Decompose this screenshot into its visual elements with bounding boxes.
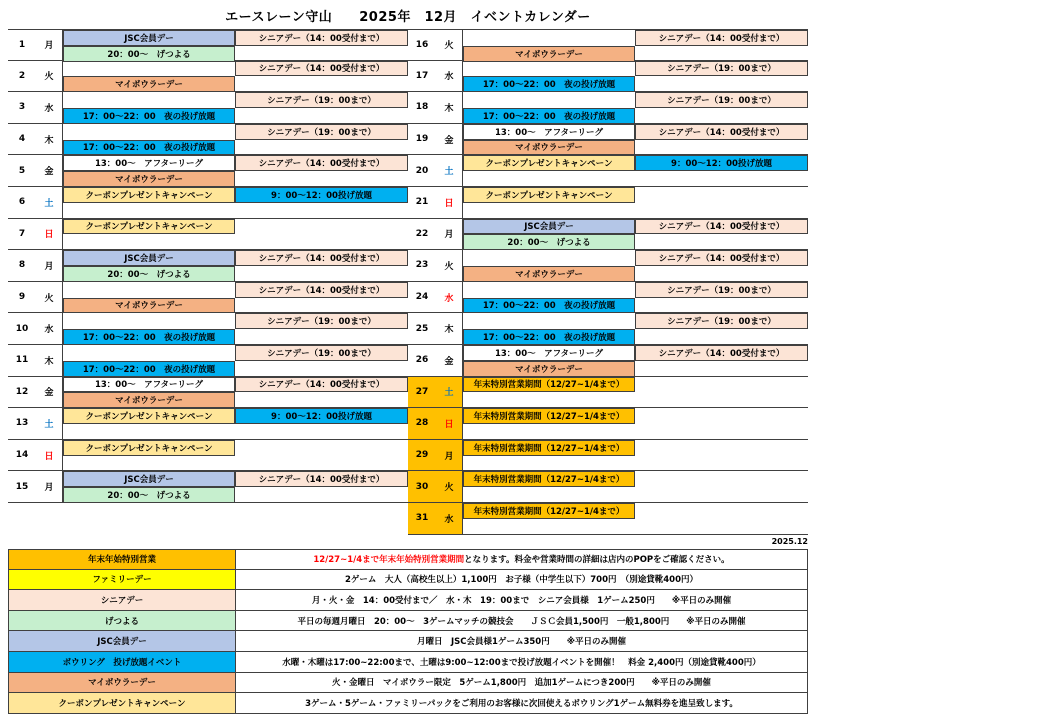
day-number: 31: [408, 503, 436, 534]
legend-description: [236, 570, 807, 590]
day-number: 14: [15, 450, 29, 461]
event-cell: 13：00～ アフターリーグ: [463, 345, 635, 361]
weekday-label: 水: [436, 61, 463, 92]
event-cell: 9：00～12：00投げ放題: [235, 408, 408, 424]
day-row: [8, 313, 408, 345]
day-row: [8, 282, 408, 314]
event-cell: 年末特別営業期間（12/27~1/4まで）: [463, 503, 635, 519]
day-number: 16: [415, 39, 429, 50]
weekday-label: 火: [436, 471, 463, 502]
day-row: [8, 440, 408, 472]
legend-row: [8, 652, 808, 673]
day-number: 9: [18, 292, 26, 303]
event-cell: クーポンプレゼントキャンペーン: [63, 187, 235, 203]
day-row: [408, 408, 808, 440]
day-number: 11: [15, 355, 29, 366]
day-number: 7: [18, 228, 26, 239]
event-cell: クーポンプレゼントキャンペーン: [463, 155, 635, 171]
event-cell: マイボウラーデー: [63, 298, 235, 314]
day-number: 23: [415, 260, 429, 271]
legend-name: ファミリーデー: [9, 570, 236, 590]
event-cell: マイボウラーデー: [63, 392, 235, 408]
weekday-label: 金: [436, 345, 463, 376]
event-cell: 20：00～ げつよる: [463, 234, 635, 250]
event-cell: JSC会員デー: [63, 471, 235, 487]
event-cell: シニアデー（19：00まで）: [235, 345, 408, 361]
day-row: [8, 61, 408, 93]
weekday-label: 水: [436, 282, 463, 313]
weekday-label: 土: [436, 377, 463, 408]
weekday-label: 月: [436, 219, 463, 250]
event-cell: マイボウラーデー: [63, 76, 235, 92]
legend-name: シニアデー: [9, 590, 236, 610]
day-number: 19: [415, 134, 429, 145]
legend-description-text: 月・火・金 14：00受付まで／ 水・木 19：00まで シニア会員様 1ゲーム250円 ※平日のみ開催: [311, 595, 732, 606]
event-cell: JSC会員デー: [63, 30, 235, 46]
event-cell: シニアデー（14：00受付まで）: [635, 345, 808, 361]
day-row: [8, 408, 408, 440]
weekday-label: 木: [36, 124, 63, 155]
event-cell: シニアデー（14：00受付まで）: [235, 250, 408, 266]
event-cell: シニアデー（19：00まで）: [235, 124, 408, 140]
day-row: [408, 187, 808, 219]
legend-name: マイボウラーデー: [9, 673, 236, 693]
legend-description-text: 月曜日 JSC会員様1ゲーム350円 ※平日のみ開催: [417, 637, 626, 648]
day-number: 12: [15, 386, 29, 397]
event-cell: 20：00～ げつよる: [63, 487, 235, 503]
event-cell: 13：00～ アフターリーグ: [463, 124, 635, 140]
day-row: [408, 155, 808, 187]
legend-description: [236, 590, 807, 610]
event-cell: 17：00～22：00 夜の投げ放題: [63, 361, 235, 377]
day-row: [8, 92, 408, 124]
day-number: 27: [408, 377, 436, 408]
event-cell: シニアデー（14：00受付まで）: [235, 155, 408, 171]
day-number: 2: [18, 70, 26, 81]
day-row: [408, 92, 808, 124]
event-cell: 17：00～22：00 夜の投げ放題: [63, 140, 235, 156]
event-cell: マイボウラーデー: [463, 46, 635, 62]
legend-description: [236, 652, 807, 672]
legend-description: [236, 693, 807, 713]
weekday-label: 水: [436, 503, 463, 534]
legend-description-text: 3ゲーム・5ゲーム・ファミリーパックをご利用のお客様に次回使えるボウリング1ゲーム無料券を進呈致します。: [305, 698, 738, 709]
legend-description-text: 水曜・木曜は17:00~22:00まで、土曜は9:00~12:00まで投げ放題イベントを開催！ 料金 2,400円（別途貸靴400円）: [282, 657, 761, 668]
day-row: [408, 440, 808, 472]
legend-description: [236, 673, 807, 693]
weekday-label: 水: [36, 92, 63, 123]
event-cell: 13：00～ アフターリーグ: [63, 377, 235, 393]
day-number: 17: [415, 70, 429, 81]
day-number: 1: [18, 39, 26, 50]
legend-description-highlight: 12/27~1/4まで年末年始特別営業期間: [313, 555, 465, 566]
day-row: [8, 471, 408, 503]
day-number: 6: [18, 197, 26, 208]
weekday-label: 月: [436, 440, 463, 471]
event-cell: シニアデー（19：00まで）: [635, 313, 808, 329]
day-number: 3: [18, 102, 26, 113]
legend-description: [236, 611, 807, 631]
legend-row: [8, 693, 808, 714]
event-cell: 17：00～22：00 夜の投げ放題: [63, 108, 235, 124]
legend-description-text: 火・金曜日 マイボウラー限定 5ゲーム1,800円 追加1ゲームにつき200円 ※平日のみ開催: [332, 678, 711, 689]
weekday-label: 火: [436, 250, 463, 281]
weekday-label: 日: [36, 219, 63, 250]
day-row: [408, 377, 808, 409]
event-cell: クーポンプレゼントキャンペーン: [463, 187, 635, 203]
weekday-label: 木: [436, 92, 463, 123]
day-number: 24: [415, 292, 429, 303]
event-cell: 17：00～22：00 夜の投げ放題: [463, 298, 635, 314]
day-row: [8, 155, 408, 187]
day-row: [8, 124, 408, 156]
legend-name: クーポンプレゼントキャンペーン: [9, 693, 236, 713]
event-cell: マイボウラーデー: [463, 361, 635, 377]
day-number: 28: [408, 408, 436, 439]
event-cell: 20：00～ げつよる: [63, 46, 235, 62]
legend-description: [236, 631, 807, 651]
event-cell: 13：00～ アフターリーグ: [63, 155, 235, 171]
calendar-title: エースレーン守山 2025年 12月 イベントカレンダー: [225, 10, 591, 25]
day-number: 18: [415, 102, 429, 113]
legend-table: [8, 549, 808, 714]
weekday-label: 金: [36, 377, 63, 408]
event-cell: シニアデー（14：00受付まで）: [235, 61, 408, 77]
legend-description-text: 2ゲーム 大人（高校生以上）1,100円 お子様（中学生以下）700円 （別途貸靴400円）: [344, 575, 699, 586]
day-row: [408, 282, 808, 314]
legend-description-text: となります。料金や営業時間の詳細は店内のPOPをご確認ください。: [464, 555, 730, 566]
day-number: 26: [415, 355, 429, 366]
event-cell: JSC会員デー: [463, 219, 635, 235]
legend-row: [8, 631, 808, 652]
day-row: [408, 345, 808, 377]
legend-row: [8, 570, 808, 591]
event-cell: 17：00～22：00 夜の投げ放題: [463, 329, 635, 345]
day-number: 30: [408, 471, 436, 502]
event-cell: JSC会員デー: [63, 250, 235, 266]
legend-row: [8, 549, 808, 570]
event-cell: 9：00～12：00投げ放題: [235, 187, 408, 203]
event-cell: シニアデー（14：00受付まで）: [235, 282, 408, 298]
event-cell: 年末特別営業期間（12/27~1/4まで）: [463, 471, 635, 487]
calendar-right-column: [408, 29, 808, 535]
weekday-label: 日: [36, 440, 63, 471]
day-row: [408, 250, 808, 282]
day-row: [8, 219, 408, 251]
weekday-label: 月: [36, 471, 63, 502]
event-cell: シニアデー（19：00まで）: [635, 92, 808, 108]
event-cell: マイボウラーデー: [463, 140, 635, 156]
weekday-label: 月: [36, 250, 63, 281]
day-number: 13: [15, 418, 29, 429]
event-cell: シニアデー（19：00まで）: [635, 282, 808, 298]
day-number: 5: [18, 165, 26, 176]
day-row: [408, 313, 808, 345]
weekday-label: 月: [36, 30, 63, 60]
day-row: [8, 29, 408, 61]
legend-description: [236, 550, 807, 569]
legend-name: ボウリング 投げ放題イベント: [9, 652, 236, 672]
legend-name: JSC会員デー: [9, 631, 236, 651]
event-cell: 20：00～ げつよる: [63, 266, 235, 282]
weekday-label: 木: [436, 313, 463, 344]
event-cell: シニアデー（14：00受付まで）: [635, 219, 808, 235]
weekday-label: 土: [36, 408, 63, 439]
day-number: 10: [15, 323, 29, 334]
weekday-label: 土: [436, 155, 463, 186]
event-cell: 9：00～12：00投げ放題: [635, 155, 808, 171]
day-row: [408, 124, 808, 156]
day-row: [8, 250, 408, 282]
legend-row: [8, 590, 808, 611]
legend-row: [8, 673, 808, 694]
event-cell: シニアデー（14：00受付まで）: [635, 30, 808, 46]
day-row: [408, 219, 808, 251]
day-number: 22: [415, 228, 429, 239]
event-cell: 年末特別営業期間（12/27~1/4まで）: [463, 440, 635, 456]
issue-date: 2025.12: [771, 537, 808, 546]
legend-description-text: 平日の毎週月曜日 20：00～ 3ゲームマッチの競技会 ＪＳＣ会員1,500円 一般1,800円 ※平日のみ開催: [297, 616, 746, 627]
day-number: 25: [415, 323, 429, 334]
event-cell: シニアデー（14：00受付まで）: [235, 30, 408, 46]
day-row: [8, 377, 408, 409]
event-cell: 年末特別営業期間（12/27~1/4まで）: [463, 377, 635, 393]
legend-row: [8, 611, 808, 632]
event-cell: 17：00～22：00 夜の投げ放題: [63, 329, 235, 345]
day-row: [408, 61, 808, 93]
day-row: [408, 29, 808, 61]
day-row: [408, 503, 808, 535]
weekday-label: 木: [36, 345, 63, 376]
event-cell: 17：00～22：00 夜の投げ放題: [463, 108, 635, 124]
weekday-label: 日: [436, 408, 463, 439]
day-row: [408, 471, 808, 503]
event-cell: シニアデー（14：00受付まで）: [635, 250, 808, 266]
event-cell: シニアデー（19：00まで）: [635, 61, 808, 77]
weekday-label: 土: [36, 187, 63, 218]
weekday-label: 火: [436, 30, 463, 60]
day-row: [8, 345, 408, 377]
event-cell: マイボウラーデー: [63, 171, 235, 187]
day-number: 15: [15, 481, 29, 492]
event-cell: クーポンプレゼントキャンペーン: [63, 440, 235, 456]
day-number: 4: [18, 134, 26, 145]
weekday-label: 金: [36, 155, 63, 186]
event-cell: 17：00～22：00 夜の投げ放題: [463, 76, 635, 92]
day-number: 29: [408, 440, 436, 471]
event-cell: シニアデー（19：00まで）: [235, 313, 408, 329]
event-cell: シニアデー（14：00受付まで）: [635, 124, 808, 140]
event-cell: シニアデー（19：00まで）: [235, 92, 408, 108]
weekday-label: 水: [36, 313, 63, 344]
day-row: [8, 187, 408, 219]
day-number: 8: [18, 260, 26, 271]
event-cell: クーポンプレゼントキャンペーン: [63, 219, 235, 235]
event-cell: 年末特別営業期間（12/27~1/4まで）: [463, 408, 635, 424]
weekday-label: 火: [36, 61, 63, 92]
event-cell: シニアデー（14：00受付まで）: [235, 377, 408, 393]
legend-name: げつよる: [9, 611, 236, 631]
weekday-label: 金: [436, 124, 463, 155]
calendar-left-column: [8, 29, 408, 535]
event-cell: シニアデー（14：00受付まで）: [235, 471, 408, 487]
event-cell: クーポンプレゼントキャンペーン: [63, 408, 235, 424]
weekday-label: 火: [36, 282, 63, 313]
legend-name: 年末年始特別営業: [9, 550, 236, 569]
day-number: 21: [415, 197, 429, 208]
weekday-label: 日: [436, 187, 463, 218]
day-number: 20: [415, 165, 429, 176]
event-cell: マイボウラーデー: [463, 266, 635, 282]
